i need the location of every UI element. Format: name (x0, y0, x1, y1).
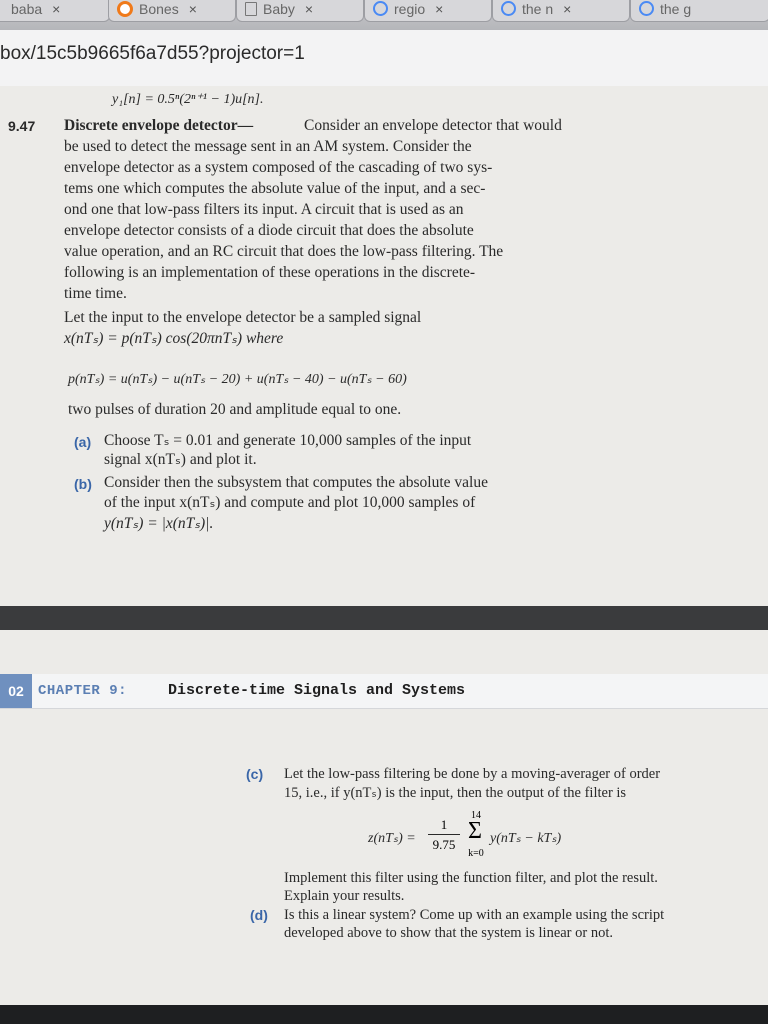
filter-numerator: 1 (440, 817, 448, 832)
chapter-label: CHAPTER 9: (38, 683, 128, 699)
pulse-equation: p(nTₛ) = u(nTₛ) − u(nTₛ − 20) + u(nTₛ − 40) − u(nTₛ − 60) (68, 372, 407, 387)
problem-line: following is an implementation of these operations in the discrete- (64, 264, 476, 281)
problem-line: time time. (64, 285, 127, 302)
problem-line: value operation, and an RC circuit that does the low-pass filtering. The (64, 243, 504, 260)
google-icon (639, 1, 654, 16)
part-a-label: (a) (74, 434, 92, 450)
chapter-title: Discrete-time Signals and Systems (168, 682, 466, 699)
problem-line: envelope detector as a system composed of the cascading of two sys- (64, 159, 493, 176)
chapter-number: 02 (0, 674, 32, 708)
part-d-label: (d) (250, 907, 268, 923)
problem-number: 9.47 (8, 118, 36, 134)
part-c-after-line: Implement this filter using the function filter, and plot the result. (284, 870, 658, 886)
problem-line: ond one that low-pass filters its input. A circuit that is used as an (64, 201, 464, 218)
sum-upper-limit: 14 (471, 810, 481, 821)
part-a-line: signal x(nTₛ) and plot it. (104, 451, 257, 468)
problem-line: Consider an envelope detector that would (304, 117, 562, 134)
filter-rhs: y(nTₛ − kTₛ) (490, 831, 562, 846)
orange-circle-icon (117, 1, 133, 17)
summation-symbol: Σ (468, 818, 482, 844)
bottom-edge (0, 1005, 768, 1024)
close-icon[interactable]: × (435, 0, 444, 17)
part-b-line: Consider then the subsystem that computes the absolute value (104, 474, 488, 491)
document-page-1 (0, 86, 768, 606)
address-bar[interactable] (0, 30, 768, 87)
top-equation: y₁[n] = 0.5ⁿ(2ⁿ⁺¹ − 1)u[n]. (112, 92, 264, 107)
fraction-bar (428, 834, 460, 835)
page-icon (245, 2, 257, 16)
filter-denominator: 9.75 (432, 837, 456, 852)
browser-tab-bar (0, 0, 768, 30)
tab-label: regio (394, 0, 426, 17)
filter-lhs: z(nTₛ) = (368, 831, 416, 846)
problem-line: Let the input to the envelope detector be a sampled signal (64, 309, 422, 326)
pulse-description: two pulses of duration 20 and amplitude equal to one. (68, 401, 402, 418)
browser-tab-4[interactable] (364, 0, 492, 22)
page-gap (0, 606, 768, 630)
tab-label: the g (660, 0, 692, 17)
part-c-line: Let the low-pass filtering be done by a moving-averager of order (284, 766, 661, 782)
url-text[interactable]: box/15c5b9665f6a7d55?projector=1 (0, 43, 305, 64)
chapter-header (0, 674, 768, 709)
part-d-line: Is this a linear system? Come up with an example using the script (284, 907, 665, 923)
part-a-line: Choose Tₛ = 0.01 and generate 10,000 samples of the input (104, 432, 472, 449)
browser-tab-6[interactable] (630, 0, 768, 22)
part-c-label: (c) (246, 766, 264, 782)
browser-tab-2[interactable] (108, 0, 236, 22)
part-b-line: of the input x(nTₛ) and compute and plot 10,000 samples of (104, 494, 476, 511)
tab-label: Baby (263, 0, 295, 17)
close-icon[interactable]: × (188, 0, 197, 17)
problem-line: envelope detector consists of a diode circuit that does the absolute (64, 222, 474, 239)
browser-tab-5[interactable] (492, 0, 630, 22)
problem-line: be used to detect the message sent in an AM system. Consider the (64, 138, 472, 155)
problem-title: Discrete envelope detector— (64, 117, 254, 134)
tab-label: Bones (139, 0, 179, 17)
tab-label: baba (11, 0, 43, 17)
document-page-2 (0, 630, 768, 1010)
part-b-line: y(nTₛ) = |x(nTₛ)|. (104, 515, 214, 532)
google-icon (373, 1, 388, 16)
part-c-line: 15, i.e., if y(nTₛ) is the input, then the output of the filter is (284, 785, 627, 801)
google-icon (501, 1, 516, 16)
close-icon[interactable]: × (304, 0, 314, 17)
close-icon[interactable]: × (563, 0, 572, 17)
sum-lower-limit: k=0 (468, 848, 484, 859)
part-d-line: developed above to show that the system is linear or not. (284, 925, 613, 941)
part-b-label: (b) (74, 476, 92, 492)
signal-equation: x(nTₛ) = p(nTₛ) cos(20πnTₛ) where (64, 330, 284, 347)
close-icon[interactable]: × (52, 0, 61, 17)
part-c-after-line: Explain your results. (284, 888, 405, 904)
problem-line: tems one which computes the absolute value of the input, and a sec- (64, 180, 486, 197)
browser-tab-1[interactable] (0, 0, 110, 22)
browser-tab-3[interactable] (236, 0, 364, 22)
tab-label: the n (522, 0, 554, 17)
